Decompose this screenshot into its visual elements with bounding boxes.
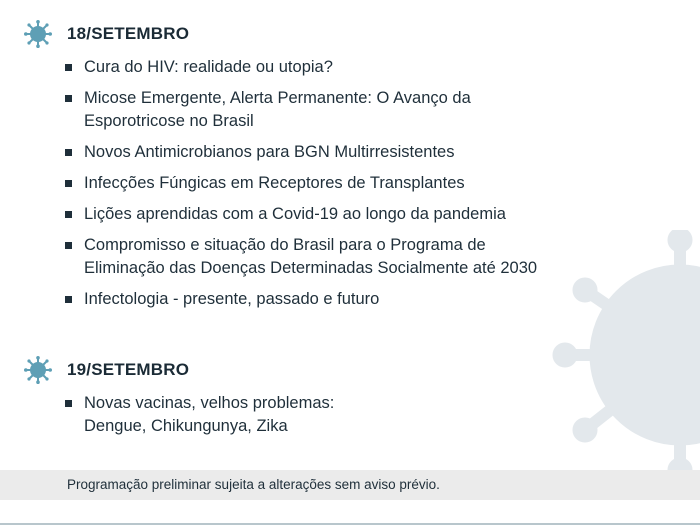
talk-title: Novas vacinas, velhos problemas: Dengue, Chikungunya, Zika <box>84 394 335 435</box>
talk-title: Micose Emergente, Alerta Permanente: O Avanço da Esporotricose no Brasil <box>84 89 471 130</box>
talk-title: Cura do HIV: realidade ou utopia? <box>84 58 333 76</box>
list-item <box>60 141 537 164</box>
list-item <box>60 87 537 133</box>
talk-list-2 <box>60 392 334 446</box>
bullet <box>65 180 72 187</box>
virus-watermark-icon <box>545 230 700 480</box>
talk-list-1 <box>60 56 537 319</box>
footer-bar <box>0 470 700 500</box>
bottom-divider <box>0 523 700 525</box>
list-item <box>60 203 537 226</box>
list-item <box>60 172 537 195</box>
virus-icon <box>24 20 52 48</box>
bullet <box>65 64 72 71</box>
virus-icon <box>24 356 52 384</box>
list-item <box>60 56 537 79</box>
day-header-2 <box>24 356 189 384</box>
bullet <box>65 149 72 156</box>
bullet <box>65 400 72 407</box>
day-title: 19/SETEMBRO <box>67 360 190 379</box>
day-header-1 <box>24 20 189 48</box>
talk-title: Infecções Fúngicas em Receptores de Transplantes <box>84 174 465 192</box>
bullet <box>65 211 72 218</box>
bullet <box>65 242 72 249</box>
bullet <box>65 95 72 102</box>
list-item <box>60 392 334 438</box>
talk-title: Infectologia - presente, passado e futuro <box>84 290 380 308</box>
day-title: 18/SETEMBRO <box>67 24 190 43</box>
talk-title: Novos Antimicrobianos para BGN Multirresistentes <box>84 143 455 161</box>
talk-title: Lições aprendidas com a Covid-19 ao longo da pandemia <box>84 205 506 223</box>
bullet <box>65 296 72 303</box>
list-item <box>60 234 537 280</box>
talk-title: Compromisso e situação do Brasil para o Programa de Eliminação das Doenças Determinadas Socialmente até 2030 <box>84 236 538 277</box>
footer-note: Programação preliminar sujeita a alterações sem aviso prévio. <box>67 477 440 492</box>
list-item <box>60 288 537 311</box>
